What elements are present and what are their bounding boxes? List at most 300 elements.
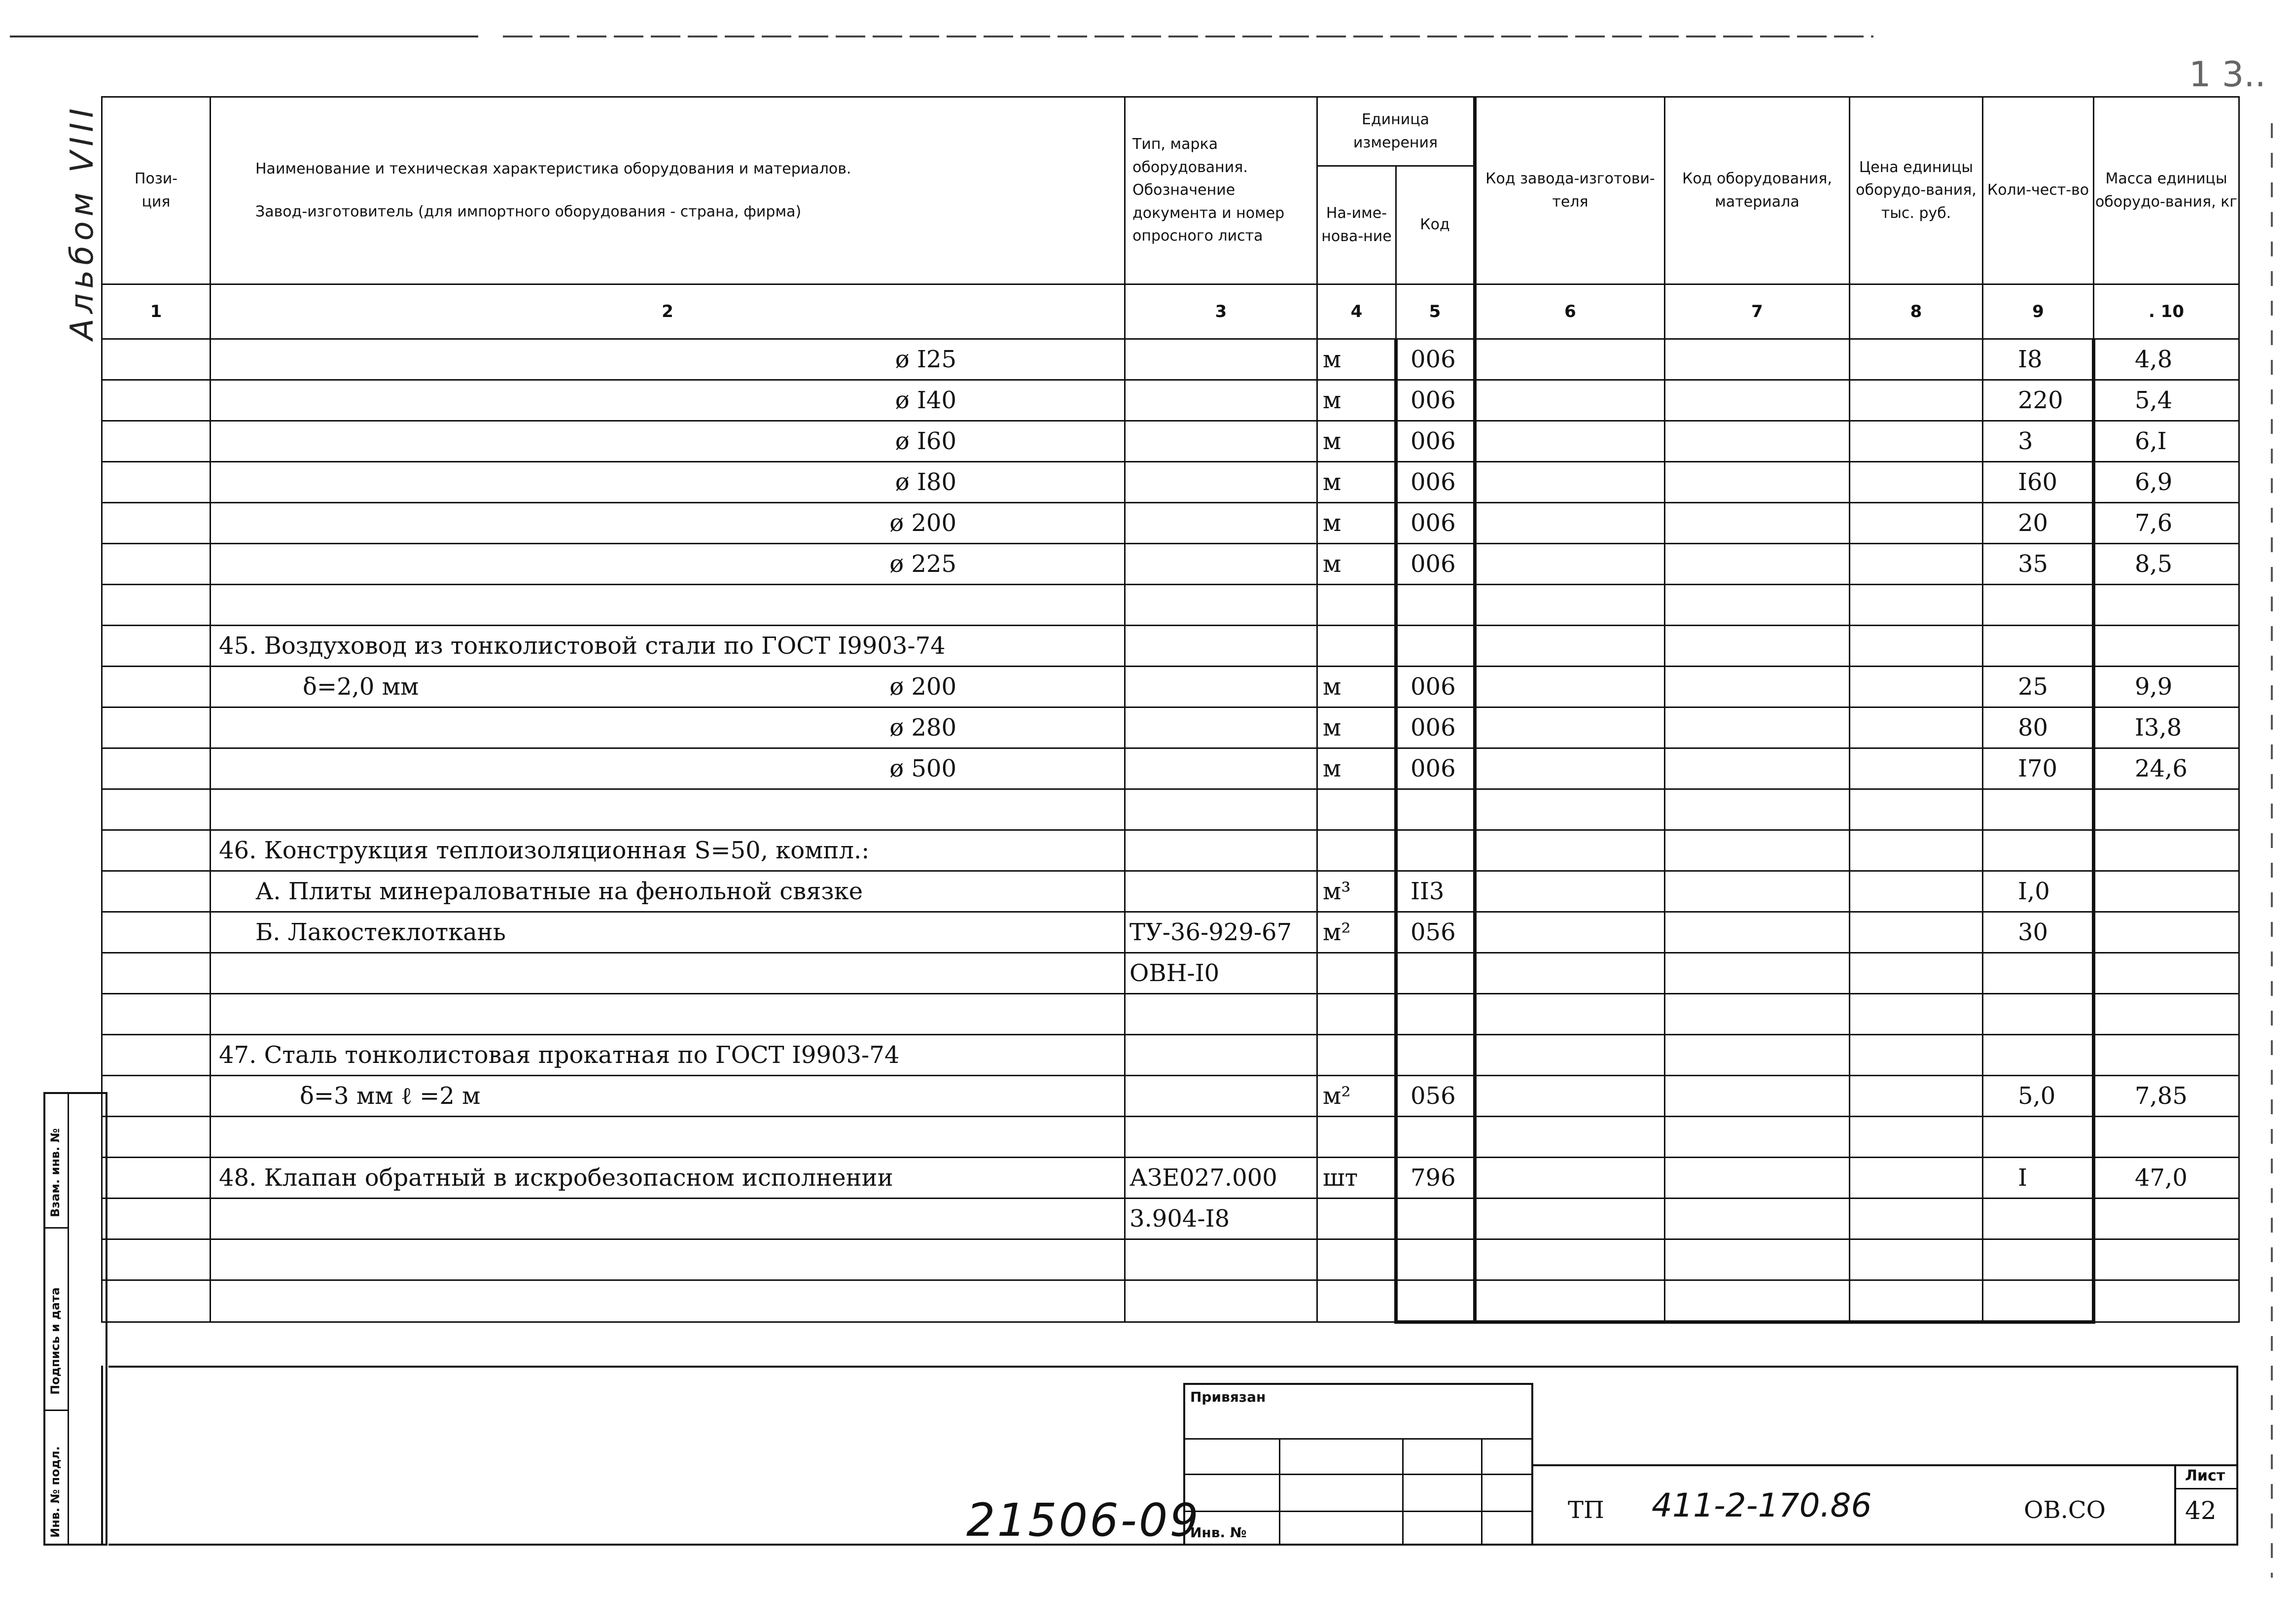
unit-name-cell [1317,1199,1396,1239]
quantity-cell [1983,626,2094,667]
column-number: 7 [1665,284,1850,339]
mass-cell: 47,0 [2094,1158,2239,1199]
section-code: ОВ.СО [2024,1496,2106,1524]
equipment-code-cell [1665,953,1850,994]
mass-cell [2094,1199,2239,1239]
quantity-cell: 20 [1983,503,2094,544]
type-cell [1125,1280,1317,1322]
unit-name-cell: м [1317,462,1396,503]
position-cell [102,1280,211,1322]
item-name: ø 200 [889,673,956,701]
mass-cell: 6,9 [2094,462,2239,503]
position-cell [102,339,211,380]
unit-code-cell [1396,626,1475,667]
side-stamp-strip [43,1092,107,1546]
table-row [102,748,2239,789]
type-cell [1125,380,1317,421]
item-name-cell [211,953,1125,994]
table-row [102,503,2239,544]
type-cell [1125,1117,1317,1158]
price-cell [1850,626,1983,667]
unit-name-cell: м² [1317,1076,1396,1117]
unit-name-cell: м [1317,339,1396,380]
mass-cell: 5,4 [2094,380,2239,421]
factory-code-cell [1475,503,1665,544]
unit-name-cell: м [1317,707,1396,748]
inv-number-label: Инв. № [1190,1524,1247,1541]
position-cell [102,626,211,667]
price-cell [1850,912,1983,953]
quantity-cell [1983,994,2094,1035]
header-unit-code: Код [1396,166,1475,284]
item-name-cell [211,421,1125,462]
sheet-rule [2176,1488,2238,1489]
quantity-cell [1983,1117,2094,1158]
table-row [102,421,2239,462]
item-name: Б. Лакостеклоткань [255,918,506,946]
quantity-cell: 25 [1983,667,2094,707]
price-cell [1850,421,1983,462]
item-name: ø 500 [889,755,956,782]
top-rule-left [10,35,478,37]
type-cell [1125,748,1317,789]
unit-name-cell [1317,1117,1396,1158]
album-label: Альбом VIII [64,103,101,340]
equipment-code-cell [1665,748,1850,789]
table-row [102,1117,2239,1158]
table-row [102,871,2239,912]
type-cell: ТУ-36-929-67 [1125,912,1317,953]
item-name-cell [211,1076,1125,1117]
quantity-cell: 35 [1983,544,2094,585]
item-name-cell [211,1239,1125,1280]
equipment-code-cell [1665,626,1850,667]
unit-code-cell [1396,1199,1475,1239]
table-row [102,1280,2239,1322]
table-row [102,1076,2239,1117]
equipment-code-cell [1665,667,1850,707]
unit-code-cell [1396,1239,1475,1280]
item-name-cell [211,380,1125,421]
factory-code-cell [1475,544,1665,585]
price-cell [1850,830,1983,871]
type-cell [1125,503,1317,544]
factory-code-cell [1475,462,1665,503]
price-cell [1850,462,1983,503]
price-cell [1850,748,1983,789]
unit-name-cell: м [1317,380,1396,421]
column-number: 6 [1475,284,1665,339]
header-quantity: Коли-чест-во [1983,97,2094,284]
position-cell [102,1199,211,1239]
item-name-cell [211,748,1125,789]
equipment-code-cell [1665,1280,1850,1322]
right-dashed-edge [2271,123,2273,1578]
strip-label-podpis: Подпись и дата [48,1287,62,1395]
item-name-cell [211,1158,1125,1199]
item-name: А. Плиты минераловатные на фенольной связке [255,878,863,905]
unit-name-cell: м [1317,748,1396,789]
quantity-cell: 3 [1983,421,2094,462]
unit-code-cell: 006 [1396,421,1475,462]
unit-code-cell [1396,994,1475,1035]
header-mass: Масса единицы оборудо-вания, кг [2094,97,2239,284]
equipment-code-cell [1665,380,1850,421]
specification-table [101,96,2240,1324]
equipment-code-cell [1665,462,1850,503]
table-row [102,380,2239,421]
table-row [102,667,2239,707]
unit-name-cell: м³ [1317,871,1396,912]
header-factory-code: Код завода-изготови-теля [1475,97,1665,284]
unit-code-cell [1396,830,1475,871]
mass-cell [2094,953,2239,994]
quantity-cell [1983,1280,2094,1322]
mass-cell [2094,789,2239,830]
type-cell: ОВН-I0 [1125,953,1317,994]
type-cell: АЗЕ027.000 [1125,1158,1317,1199]
unit-code-cell [1396,953,1475,994]
item-name-cell [211,994,1125,1035]
equipment-code-cell [1665,1035,1850,1076]
table-row [102,707,2239,748]
unit-code-cell [1396,1117,1475,1158]
table-row [102,1199,2239,1239]
mass-cell: 9,9 [2094,667,2239,707]
position-cell [102,1158,211,1199]
price-cell [1850,994,1983,1035]
position-cell [102,707,211,748]
strip-cell-divider [45,1227,68,1229]
strip-label-inv-podl: Инв. № подл. [48,1446,62,1538]
tp-label: ТП [1568,1496,1604,1524]
position-cell [102,667,211,707]
table-row [102,830,2239,871]
unit-name-cell [1317,626,1396,667]
factory-code-cell [1475,994,1665,1035]
header-position: Пози- ция [102,97,211,284]
position-cell [102,994,211,1035]
unit-name-cell [1317,994,1396,1035]
item-name-cell [211,544,1125,585]
corner-mark: 1 3.. [2189,54,2266,95]
item-name: ø I80 [895,468,956,496]
unit-name-cell [1317,1035,1396,1076]
unit-name-cell [1317,789,1396,830]
sheet-number: 42 [2185,1496,2217,1525]
title-code-rule [1533,1464,2238,1466]
equipment-code-cell [1665,912,1850,953]
factory-code-cell [1475,1117,1665,1158]
column-number: 1 [102,284,211,339]
header-name [211,97,1125,284]
header-unit-name: На-име-нова-ние [1317,166,1396,284]
type-cell [1125,462,1317,503]
equipment-code-cell [1665,1117,1850,1158]
table-row [102,339,2239,380]
mass-cell: 4,8 [2094,339,2239,380]
quantity-cell: I,0 [1983,871,2094,912]
item-name-cell [211,830,1125,871]
position-cell [102,462,211,503]
item-name-cell [211,585,1125,626]
equipment-code-cell [1665,1158,1850,1199]
equipment-code-cell [1665,503,1850,544]
header-price: Цена единицы оборудо-вания, тыс. руб. [1850,97,1983,284]
price-cell [1850,339,1983,380]
unit-name-cell [1317,830,1396,871]
table-row [102,994,2239,1035]
header-name-line2: Завод-изготовитель (для импортного оборудования - страна, фирма) [255,203,802,220]
factory-code-cell [1475,830,1665,871]
unit-code-cell [1396,789,1475,830]
item-name-cell [211,1199,1125,1239]
equipment-code-cell [1665,830,1850,871]
table-row [102,789,2239,830]
type-cell [1125,789,1317,830]
item-name-cell [211,1035,1125,1076]
position-cell [102,1239,211,1280]
privyazan-rule [1185,1474,1531,1475]
quantity-cell: 5,0 [1983,1076,2094,1117]
factory-code-cell [1475,1158,1665,1199]
unit-name-cell: м [1317,544,1396,585]
type-cell [1125,585,1317,626]
item-name: 47. Сталь тонколистовая прокатная по ГОСТ I9903-74 [219,1041,900,1069]
mass-cell [2094,1280,2239,1322]
equipment-code-cell [1665,339,1850,380]
type-cell [1125,707,1317,748]
item-name-cell [211,626,1125,667]
type-cell [1125,339,1317,380]
mass-cell [2094,1117,2239,1158]
unit-code-cell: 006 [1396,707,1475,748]
header-unit-group: Единица измерения [1317,97,1475,166]
price-cell [1850,953,1983,994]
unit-name-cell: м² [1317,912,1396,953]
quantity-cell: 30 [1983,912,2094,953]
table-row [102,462,2239,503]
price-cell [1850,707,1983,748]
unit-code-cell: 006 [1396,544,1475,585]
quantity-cell: I60 [1983,462,2094,503]
type-cell [1125,421,1317,462]
equipment-code-cell [1665,707,1850,748]
factory-code-cell [1475,748,1665,789]
unit-code-cell: 056 [1396,1076,1475,1117]
unit-name-cell [1317,585,1396,626]
unit-name-cell: м [1317,421,1396,462]
column-number: 4 [1317,284,1396,339]
unit-code-cell: 006 [1396,339,1475,380]
equipment-code-cell [1665,871,1850,912]
type-cell [1125,830,1317,871]
equipment-code-cell [1665,421,1850,462]
quantity-cell: I8 [1983,339,2094,380]
strip-cell-divider [45,1410,68,1411]
quantity-cell [1983,1199,2094,1239]
factory-code-cell [1475,1199,1665,1239]
item-name-cell [211,1280,1125,1322]
type-cell [1125,1076,1317,1117]
item-name-cell [211,667,1125,707]
column-number-row [102,284,2239,339]
unit-code-cell: 006 [1396,462,1475,503]
column-number: 9 [1983,284,2094,339]
price-cell [1850,503,1983,544]
position-cell [102,830,211,871]
column-number: . 10 [2094,284,2239,339]
factory-code-cell [1475,1035,1665,1076]
mass-cell: 24,6 [2094,748,2239,789]
price-cell [1850,871,1983,912]
price-cell [1850,585,1983,626]
equipment-code-cell [1665,1076,1850,1117]
price-cell [1850,1280,1983,1322]
privyazan-col [1279,1438,1280,1544]
mass-cell [2094,626,2239,667]
table-row [102,912,2239,953]
factory-code-cell [1475,339,1665,380]
mass-cell [2094,830,2239,871]
position-cell [102,380,211,421]
item-name: 48. Клапан обратный в искробезопасном исполнении [219,1164,893,1192]
price-cell [1850,1239,1983,1280]
unit-code-cell: 006 [1396,667,1475,707]
mass-cell: 7,85 [2094,1076,2239,1117]
position-cell [102,748,211,789]
price-cell [1850,1117,1983,1158]
table-row [102,1035,2239,1076]
factory-code-cell [1475,1239,1665,1280]
title-frame-left [101,1366,103,1546]
mass-cell [2094,871,2239,912]
factory-code-cell [1475,626,1665,667]
item-name: ø I60 [895,427,956,455]
factory-code-cell [1475,421,1665,462]
quantity-cell [1983,585,2094,626]
item-name: ø 225 [889,550,956,578]
privyazan-col [1402,1438,1404,1544]
header-type: Тип, марка оборудования. Обозначение документа и номер опросного листа [1125,97,1317,284]
item-name: 46. Конструкция теплоизоляционная S=50, компл.: [219,837,870,864]
type-cell: 3.904-I8 [1125,1199,1317,1239]
quantity-cell [1983,789,2094,830]
quantity-cell [1983,1239,2094,1280]
price-cell [1850,1199,1983,1239]
item-name: 45. Воздуховод из тонколистовой стали по ГОСТ I9903-74 [219,632,946,660]
header-name-line1: Наименование и техническая характеристика оборудования и материалов. [255,160,851,177]
price-cell [1850,789,1983,830]
item-name: ø 200 [889,509,956,537]
unit-code-cell: 006 [1396,748,1475,789]
handwritten-stamp-number: 21506-09 [966,1494,1200,1547]
equipment-code-cell [1665,585,1850,626]
factory-code-cell [1475,1076,1665,1117]
position-cell [102,1035,211,1076]
unit-code-cell [1396,1035,1475,1076]
mass-cell: 8,5 [2094,544,2239,585]
column-number: 3 [1125,284,1317,339]
price-cell [1850,1158,1983,1199]
type-cell [1125,871,1317,912]
factory-code-cell [1475,667,1665,707]
mass-cell [2094,1239,2239,1280]
factory-code-cell [1475,912,1665,953]
quantity-cell [1983,1035,2094,1076]
unit-name-cell [1317,1280,1396,1322]
mass-cell: 7,6 [2094,503,2239,544]
top-rule-right [503,35,1873,37]
unit-code-cell [1396,585,1475,626]
item-name-cell [211,912,1125,953]
position-cell [102,544,211,585]
quantity-cell: I70 [1983,748,2094,789]
unit-code-cell: 006 [1396,503,1475,544]
unit-name-cell: м [1317,503,1396,544]
specification-body [102,339,2239,1322]
document-number: 411-2-170.86 [1652,1486,1872,1524]
item-name-cell [211,462,1125,503]
privyazan-rule [1185,1438,1531,1440]
type-cell [1125,1239,1317,1280]
unit-code-cell: II3 [1396,871,1475,912]
unit-code-cell [1396,1280,1475,1322]
table-row [102,1158,2239,1199]
mass-cell [2094,585,2239,626]
thickness-note: δ=2,0 мм [303,673,419,701]
price-cell [1850,1076,1983,1117]
equipment-code-cell [1665,994,1850,1035]
table-row [102,1239,2239,1280]
price-cell [1850,1035,1983,1076]
equipment-code-cell [1665,1239,1850,1280]
mass-cell: I3,8 [2094,707,2239,748]
position-cell [102,912,211,953]
table-row [102,585,2239,626]
position-cell [102,585,211,626]
unit-name-cell [1317,1239,1396,1280]
strip-label-vzam: Взам. инв. № [48,1128,62,1217]
column-number: 5 [1396,284,1475,339]
factory-code-cell [1475,953,1665,994]
position-cell [102,953,211,994]
price-cell [1850,380,1983,421]
table-row [102,953,2239,994]
item-name: ø I25 [895,346,956,373]
sheet-label: Лист [2185,1467,2225,1484]
equipment-code-cell [1665,1199,1850,1239]
item-name: ø I40 [895,387,956,414]
column-number: 2 [211,284,1125,339]
position-cell [102,1076,211,1117]
type-cell [1125,544,1317,585]
quantity-cell: I [1983,1158,2094,1199]
strip-divider [68,1094,69,1544]
mass-cell [2094,912,2239,953]
unit-code-cell: 056 [1396,912,1475,953]
unit-name-cell [1317,953,1396,994]
position-cell [102,871,211,912]
position-cell [102,1117,211,1158]
factory-code-cell [1475,1280,1665,1322]
quantity-cell: 220 [1983,380,2094,421]
type-cell [1125,1035,1317,1076]
unit-name-cell: шт [1317,1158,1396,1199]
privyazan-rule [1185,1511,1531,1512]
position-cell [102,789,211,830]
unit-name-cell: м [1317,667,1396,707]
